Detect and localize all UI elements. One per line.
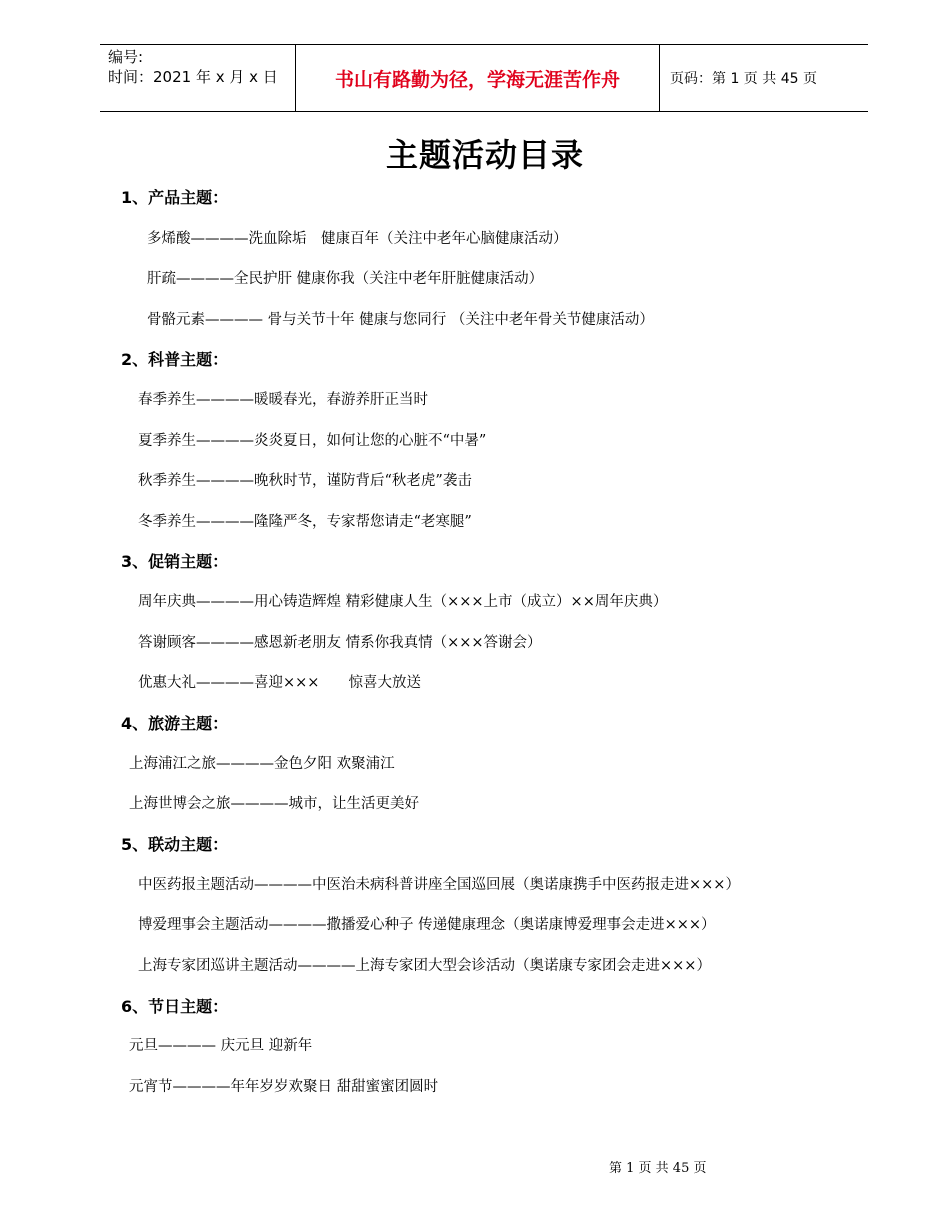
list-item: 上海世博会之旅————城市，让生活更美好 — [129, 796, 419, 812]
list-item: 元旦———— 庆元旦 迎新年 — [129, 1038, 313, 1054]
list-item: 周年庆典————用心铸造辉煌 精彩健康人生（×××上市（成立）××周年庆典） — [138, 594, 668, 610]
list-item: 元宵节————年年岁岁欢聚日 甜甜蜜蜜团圆时 — [129, 1079, 439, 1095]
section-title: 3、促销主题： — [121, 552, 229, 571]
section-title: 1、产品主题： — [121, 188, 229, 207]
list-item: 春季养生————暖暖春光，春游养肝正当时 — [138, 392, 428, 408]
header-meta — [100, 45, 296, 111]
time-label: 时间：2021 年 x 月 x 日 — [108, 68, 278, 86]
list-item: 答谢顾客————感恩新老朋友 情系你我真情（×××答谢会） — [138, 635, 542, 651]
list-item: 上海浦江之旅————金色夕阳 欢聚浦江 — [129, 756, 395, 772]
header-motto: 书山有路勤为径，学海无涯苦作舟 — [296, 45, 660, 111]
list-item: 秋季养生————晚秋时节，谨防背后“秋老虎”袭击 — [138, 473, 472, 489]
header-page-label: 页码：第 1 页 共 45 页 — [670, 71, 817, 87]
list-item: 上海专家团巡讲主题活动————上海专家团大型会诊活动（奥诺康专家团会走进×××） — [138, 958, 711, 974]
list-item: 优惠大礼————喜迎××× 惊喜大放送 — [138, 675, 421, 691]
document-header — [100, 44, 868, 112]
list-item: 冬季养生————隆隆严冬，专家帮您请走“老寒腿” — [138, 514, 472, 530]
list-item: 肝疏————全民护肝 健康你我（关注中老年肝脏健康活动） — [147, 271, 544, 287]
list-item: 夏季养生————炎炎夏日，如何让您的心脏不“中暑” — [138, 433, 487, 449]
section-title: 6、节日主题： — [121, 997, 229, 1016]
list-item: 博爱理事会主题活动————撒播爱心种子 传递健康理念（奥诺康博爱理事会走进×××） — [138, 917, 716, 933]
page-title: 主题活动目录 — [385, 136, 584, 174]
list-item: 多烯酸————洗血除垢 健康百年（关注中老年心脑健康活动） — [147, 231, 568, 247]
page-footer: 第 1 页 共 45 页 — [609, 1161, 707, 1176]
section-title: 2、科普主题： — [121, 350, 229, 369]
section-title: 5、联动主题： — [121, 835, 229, 854]
list-item: 中医药报主题活动————中医治未病科普讲座全国巡回展（奥诺康携手中医药报走进×××） — [138, 877, 740, 893]
section-title: 4、旅游主题： — [121, 714, 229, 733]
list-item: 骨骼元素———— 骨与关节十年 健康与您同行 （关注中老年骨关节健康活动） — [147, 312, 654, 328]
number-label: 编号: — [108, 48, 144, 66]
